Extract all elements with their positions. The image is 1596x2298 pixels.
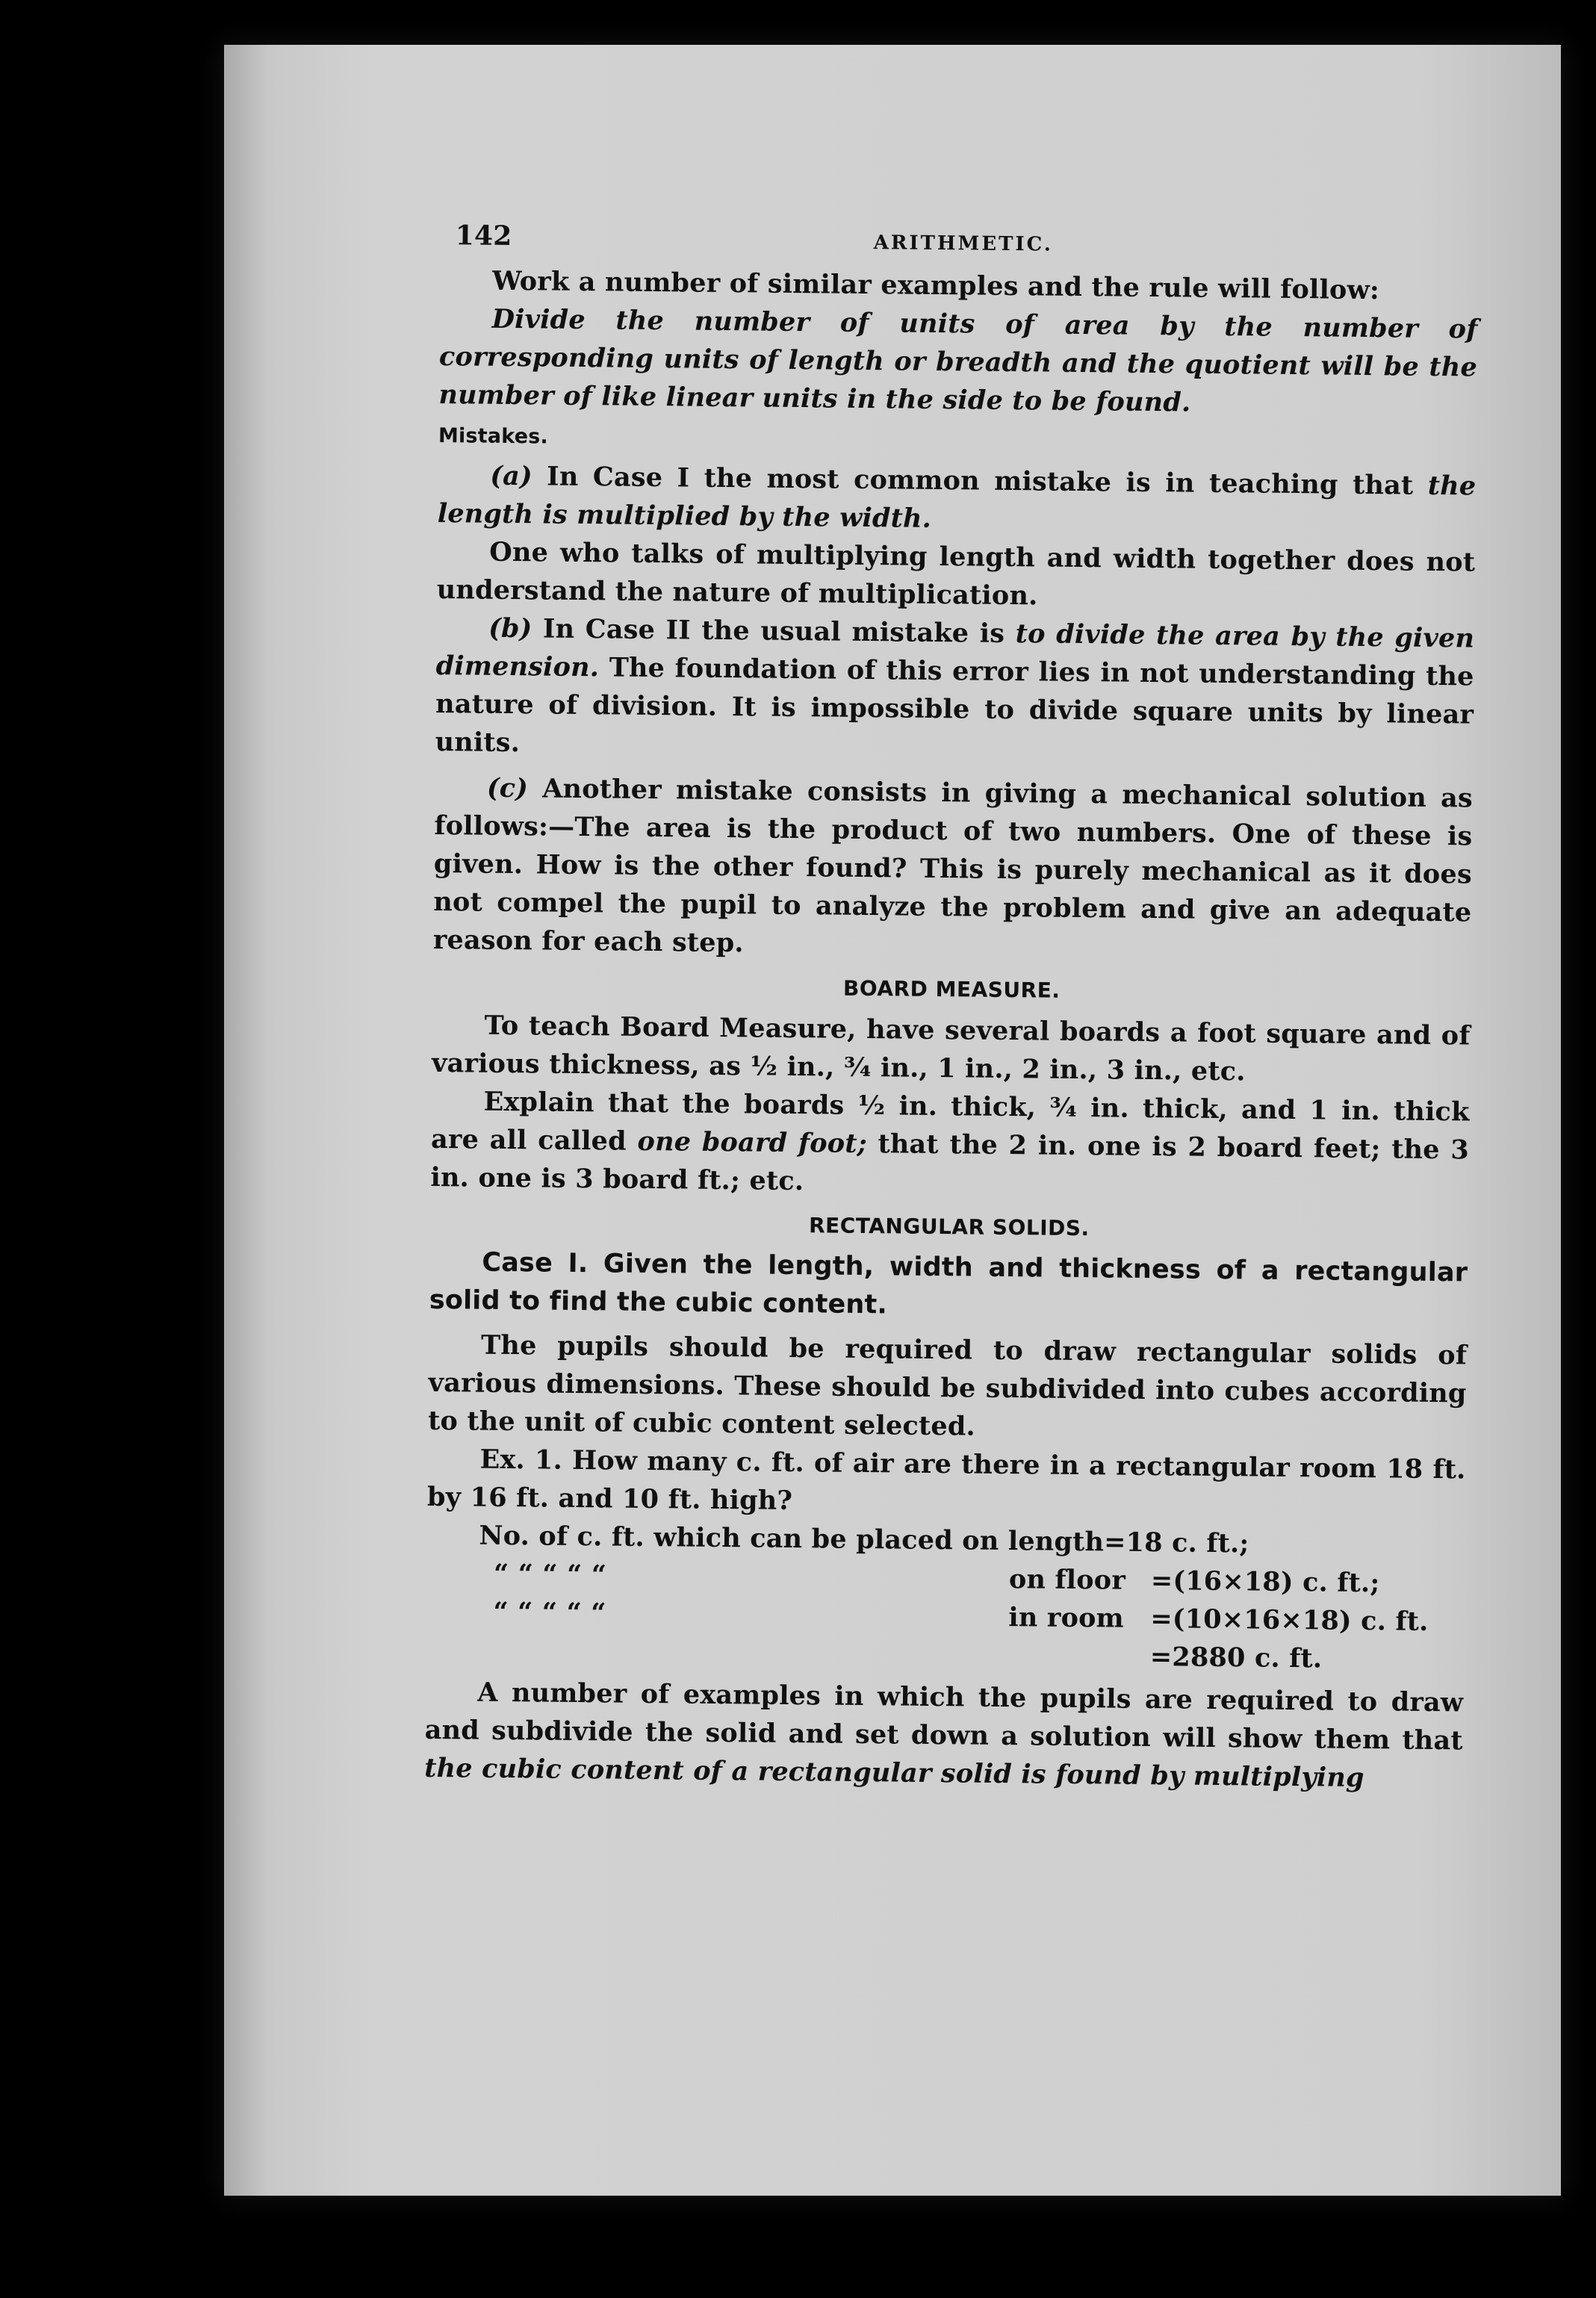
solution-line-4-value: =2880 c. ft. <box>1149 1642 1323 1674</box>
mistake-b: (b) In Case II the usual mistake is to divide the area by the given dimension. The foundation of this error lies in not understanding the nature of division. It is impossible to divide square units by linear units. <box>435 612 1475 759</box>
solution-line-1: No. of c. ft. which can be placed on length=18 c. ft.; <box>479 1520 1249 1559</box>
mistake-c: (c) Another mistake consists in giving a mechanical solution as follows:—The area is the product of two numbers. One of these is given. How is the other found? This is purely mechanical as it does not compel the pupil to analyze the problem and give an adequate reason for each step. <box>432 772 1474 959</box>
mistake-c-marker: (c) <box>486 772 529 804</box>
example-1: Ex. 1. How many c. ft. of air are there in a rectangular room 18 ft. by 16 ft. and 10 ft. high? <box>426 1444 1466 1517</box>
board-measure-paragraph-2: Explain that the boards ½ in. thick, ¾ in. thick, and 1 in. thick are all called one board foot; that the 2 in. one is 2 board feet; the 3 in. one is 3 board ft.; etc. <box>430 1086 1470 1197</box>
rectangular-solids-paragraph-1: The pupils should be required to draw rectangular solids of various dimensions. These should be subdivided into cubes according to the unit of cubic content selected. <box>427 1329 1468 1442</box>
ditto-marks-2: “ “ “ “ “ <box>493 1596 606 1629</box>
board-measure-heading: BOARD MEASURE. <box>842 975 1061 1003</box>
solution-line-3-value: =(10×16×18) c. ft. <box>1150 1603 1429 1637</box>
mistake-a-marker: (a) <box>490 460 532 492</box>
example-1-solution <box>478 1517 1465 1684</box>
board-measure-paragraph-1: To teach Board Measure, have several boards a foot square and of various thickness, as ½ in., ¾ in., 1 in., 2 in., 3 in., etc. <box>431 1010 1471 1087</box>
rectangular-solids-paragraph-2: A number of examples in which the pupils are required to draw and subdivide the solid and set down a solution will show them that the cubic content of a rectangular solid is found by multiplying <box>424 1677 1464 1794</box>
rule-text: Divide the number of units of area by the number of corresponding units of length or breadth and the quotient will be the number of like linear units in the side to be found. <box>438 303 1478 418</box>
ditto-marks-1: “ “ “ “ “ <box>493 1558 607 1591</box>
solution-line-2-value: =(16×18) c. ft.; <box>1150 1565 1380 1599</box>
intro-line: Work a number of similar examples and the rule will follow: <box>491 265 1380 306</box>
running-title: ARITHMETIC. <box>873 232 1054 256</box>
page-text <box>424 217 1479 1798</box>
mistakes-label: Mistakes. <box>438 423 549 449</box>
solution-line-2-label: on floor <box>1008 1564 1126 1596</box>
mistake-a: (a) In Case I the most common mistake is in teaching that the length is multiplied by the width. <box>437 460 1477 534</box>
case-one-title: Case I. Given the length, width and thickness of a rectangular solid to find the cubic content. <box>429 1247 1468 1320</box>
rectangular-solids-heading: RECTANGULAR SOLIDS. <box>808 1213 1090 1241</box>
mistake-a-followup: One who talks of multiplying length and width together does not understand the nature of multiplication. <box>436 536 1476 612</box>
mistake-b-marker: (b) <box>488 612 532 645</box>
solution-line-3-label: in room <box>1008 1602 1125 1634</box>
page-number: 142 <box>455 220 512 252</box>
